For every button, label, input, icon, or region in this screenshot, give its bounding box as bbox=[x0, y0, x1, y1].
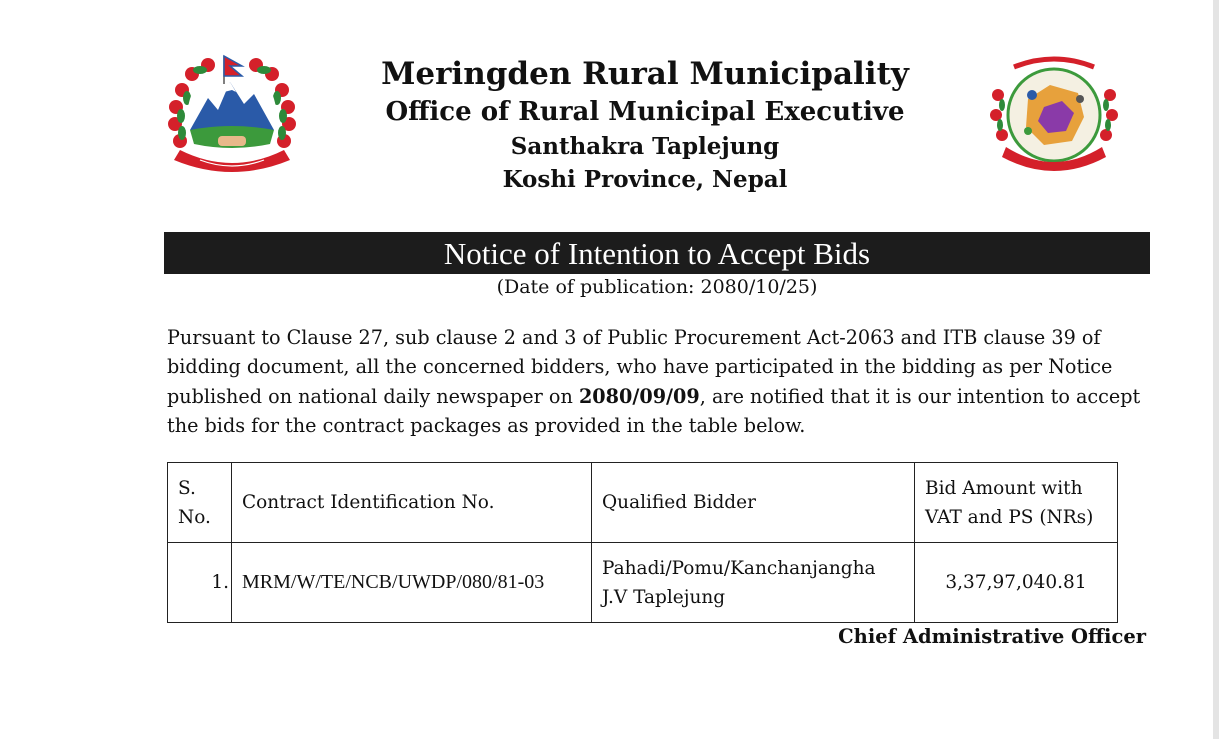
row-amount: 3,37,97,040.81 bbox=[915, 543, 1118, 623]
table-row bbox=[168, 543, 1118, 623]
notice-body-part2: , are notified that it is our intention to accept the bids for the contract packages as provided in the table below. bbox=[167, 384, 1141, 437]
municipality-name: Meringden Rural Municipality bbox=[381, 56, 909, 92]
office-name: Office of Rural Municipal Executive bbox=[385, 97, 905, 127]
notice-body bbox=[167, 323, 1152, 440]
header-amount: Bid Amount with VAT and PS (NRs) bbox=[915, 463, 1118, 543]
row-sn: 1. bbox=[168, 543, 232, 623]
signature-title: Chief Administrative Officer bbox=[838, 625, 1146, 648]
newspaper-notice-date: 2080/09/09 bbox=[578, 384, 700, 408]
office-location: Santhakra Taplejung bbox=[510, 133, 780, 160]
header-bidder: Qualified Bidder bbox=[592, 463, 915, 543]
row-contract-id: MRM/W/TE/NCB/UWDP/080/81-03 bbox=[232, 543, 592, 623]
table-header-row bbox=[168, 463, 1118, 543]
page-edge bbox=[1213, 0, 1219, 739]
header-sn: S. No. bbox=[168, 463, 232, 543]
notice-body-part1: Pursuant to Clause 27, sub clause 2 and 3 of Public Procurement Act-2063 and ITB clause 39 of bidding document, all the concerned bidders, who have participated in the bidding as per Notice published on national daily newspaper on bbox=[167, 326, 1113, 408]
meringden-municipality-seal-icon bbox=[988, 55, 1120, 173]
row-bidder: Pahadi/Pomu/Kanchanjangha J.V Taplejung bbox=[592, 543, 915, 623]
municipality-header bbox=[330, 54, 960, 196]
bids-table bbox=[167, 462, 1118, 623]
header-contract-id: Contract Identification No. bbox=[232, 463, 592, 543]
publication-date: (Date of publication: 2080/10/25) bbox=[496, 276, 818, 298]
nepal-government-emblem-icon bbox=[160, 52, 304, 176]
province-country: Koshi Province, Nepal bbox=[502, 166, 788, 193]
notice-title: Notice of Intention to Accept Bids bbox=[164, 232, 1150, 274]
